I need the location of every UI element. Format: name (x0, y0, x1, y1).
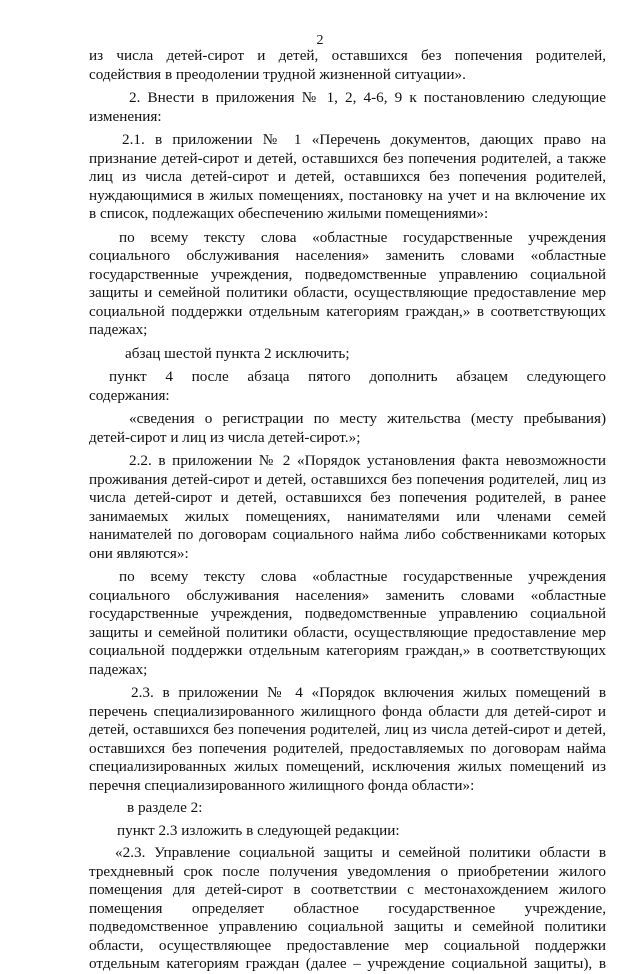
text-line: 2.1. в приложении № 1 «Перечень документов, дающих право на (122, 131, 606, 148)
text-line: перечень специализированного жилищного фонда области для детей-сирот и (89, 702, 606, 720)
text-line: детей, оставшихся без попечения родителей, лиц из числа детей-сирот и детей, (89, 721, 606, 738)
text-line: государственные учреждения, подведомственные управлению социальной (89, 605, 606, 622)
text-line: абзац шестой пункта 2 исключить; (125, 344, 350, 362)
document-body (89, 47, 606, 974)
text-line: трехдневный срок после получения уведомления о приобретении жилого (89, 862, 606, 880)
text-line: оставшихся без попечения родителей, предоставляемых по договорам найма (89, 739, 606, 757)
text-line: 2.2. в приложении № 2 «Порядок установления факта невозможности (129, 452, 606, 469)
text-line: пункт 4 после абзаца пятого дополнить абзацем следующего (109, 368, 606, 385)
text-line: социального обслуживания населения» заменить словами «областные (89, 586, 606, 604)
text-line: социального обслуживания населения» заменить словами «областные (89, 247, 606, 264)
text-line: из числа детей-сирот и детей, оставшихся без попечения родителей, (89, 47, 606, 64)
text-line: по всему тексту слова «областные государственные учреждения (119, 228, 606, 246)
text-line: помещения определяет областное государственное учреждение, (89, 899, 606, 917)
text-line: социальной поддержки отдельным категориям граждан,» в соответствующих (89, 302, 606, 320)
text-line: нуждающимися в жилых помещениях, постановку на учет и на включение их (89, 186, 606, 204)
text-line: помещения для детей-сирот в соответствии с местонахождением жилого (89, 881, 606, 898)
text-line: в список, подлежащих обеспечению жилыми помещениями»: (89, 205, 489, 222)
text-line: изменения: (89, 107, 162, 125)
text-line: признание детей-сирот и детей, оставшихся без попечения родителей, а также (89, 149, 606, 167)
text-line: пункт 2.3 изложить в следующей редакции: (117, 821, 400, 839)
text-line: защиты и семейной политики области, осуществляющие предоставление мер (89, 284, 606, 301)
text-line: падежах; (89, 321, 148, 338)
text-line: детей-сирот и лиц из числа детей-сирот.»; (89, 428, 361, 446)
text-line: падежах; (89, 660, 148, 678)
text-line: лиц из числа детей-сирот и детей, оставшихся без попечения родителей, (89, 168, 606, 185)
text-line: защиты и семейной политики области, осуществляющие предоставление мер (89, 623, 606, 641)
text-line: содержания: (89, 386, 170, 404)
text-line: перечня специализированного жилищного фонда области»: (89, 776, 475, 794)
text-line: они являются»: (89, 544, 189, 562)
text-line: проживания детей-сирот и детей, оставшихся без попечения родителей, лиц из (89, 470, 606, 488)
text-line: числа детей-сирот и детей, оставшихся без попечения родителей, в ранее (89, 489, 606, 506)
page-number: 2 (316, 33, 324, 48)
text-line: «сведения о регистрации по месту жительства (месту пребывания) (129, 410, 606, 427)
text-line: специализированных жилых помещений, исключения жилых помещений из (89, 758, 606, 775)
text-line: государственные учреждения, подведомственные управлению социальной (89, 265, 606, 283)
text-line: по всему тексту слова «областные государственные учреждения (119, 568, 606, 585)
text-line: содействия в преодолении трудной жизненной ситуации». (89, 65, 466, 83)
text-line: 2. Внести в приложения № 1, 2, 4-6, 9 к постановлению следующие (129, 89, 606, 106)
text-line: отдельным категориям граждан (далее – учреждение социальной защиты), в (89, 955, 606, 972)
text-line: подведомственное управлению социальной защиты и семейной политики (89, 918, 606, 935)
text-line: 2.3. в приложении № 4 «Порядок включения жилых помещений в (131, 684, 606, 701)
text-line: области, осуществляющее предоставление мер социальной поддержки (89, 936, 606, 954)
text-line: нанимателей по договорам социального найма либо собственниками которых (89, 526, 606, 543)
text-line: занимаемых жилых помещениях, нанимателями или членами семей (89, 507, 606, 525)
text-line: социальной поддержки отдельным категориям граждан,» в соответствующих (89, 642, 606, 659)
text-line: в разделе 2: (127, 799, 203, 816)
text-line: «2.3. Управление социальной защиты и семейной политики области в (115, 844, 606, 861)
